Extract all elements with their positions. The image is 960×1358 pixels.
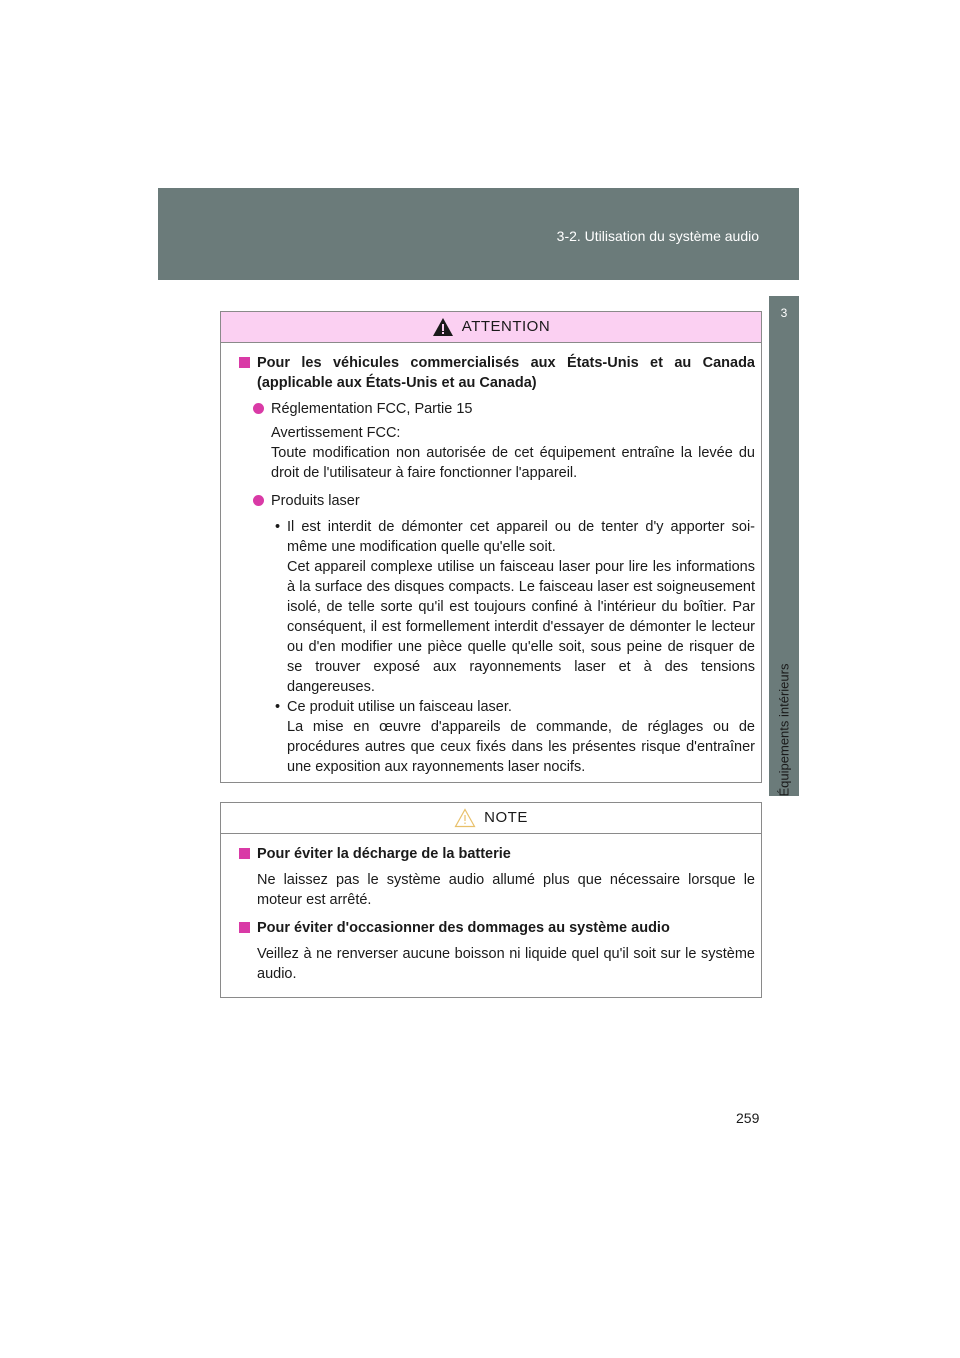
attention-heading: Pour les véhicules commercialisés aux États-Unis et au Canada (applicable aux États-Unis et au Canada) — [239, 353, 755, 393]
laser-bullet-1: • Il est interdit de démonter cet appareil ou de tenter d'y apporter soi-même une modification quelle qu'elle soit. Cet appareil complexe utilise un faisceau laser pour lire les informations à la surface des disques compacts. Le faisceau laser est soigneusement isolé, de telle sorte qu'il est toujours confiné à l'intérieur du boîtier. Par conséquent, il est formellement interdit d'essayer de démonter le lecteur ou d'en modifier une pièce quelle qu'elle soit, sous peine de risquer de se trouver exposé aux rayonnements laser et à des tensions dangereuses. — [275, 519, 755, 695]
fcc-paragraph: Avertissement FCC: Toute modification non autorisée de cet équipement entraîne la levée du droit de l'utilisateur à faire fonctionner l'appareil. — [271, 425, 755, 481]
note-heading-damage: Pour éviter d'occasionner des dommages au système audio — [239, 918, 755, 938]
page-number: 259 — [736, 1110, 760, 1126]
note-box — [220, 802, 762, 998]
chapter-number: 3 — [780, 306, 788, 320]
note-title: NOTE — [484, 809, 528, 826]
chapter-label — [769, 660, 799, 800]
section-title: 3-2. Utilisation du système audio — [556, 228, 759, 244]
laser-subheading: Produits laser — [239, 491, 755, 511]
note-heading-battery: Pour éviter la décharge de la batterie — [239, 844, 755, 864]
attention-box — [220, 311, 762, 783]
note-header — [221, 803, 761, 834]
warning-outline-icon — [454, 808, 476, 828]
chapter-label-text: Équipements intérieurs — [776, 663, 792, 797]
note-text-damage: Veillez à ne renverser aucune boisson ni liquide quel qu'il soit sur le système audio. — [257, 946, 755, 982]
laser-bullet-2: • Ce produit utilise un faisceau laser. La mise en œuvre d'appareils de commande, de réglages ou de procédures autres que ceux fixés dans les présentes risque d'entraîner une exposition aux rayonnements laser nocifs. — [275, 699, 755, 775]
attention-title: ATTENTION — [461, 318, 551, 335]
square-bullet-icon — [239, 922, 250, 933]
square-bullet-icon — [239, 848, 250, 859]
note-text-battery: Ne laissez pas le système audio allumé plus que nécessaire lorsque le moteur est arrêté. — [257, 872, 755, 908]
attention-header — [221, 312, 761, 343]
section-header-band — [158, 188, 799, 280]
warning-filled-icon — [432, 317, 454, 337]
round-bullet-icon — [253, 403, 264, 414]
square-bullet-icon — [239, 357, 250, 368]
round-bullet-icon — [253, 495, 264, 506]
fcc-subheading: Réglementation FCC, Partie 15 — [239, 399, 755, 419]
